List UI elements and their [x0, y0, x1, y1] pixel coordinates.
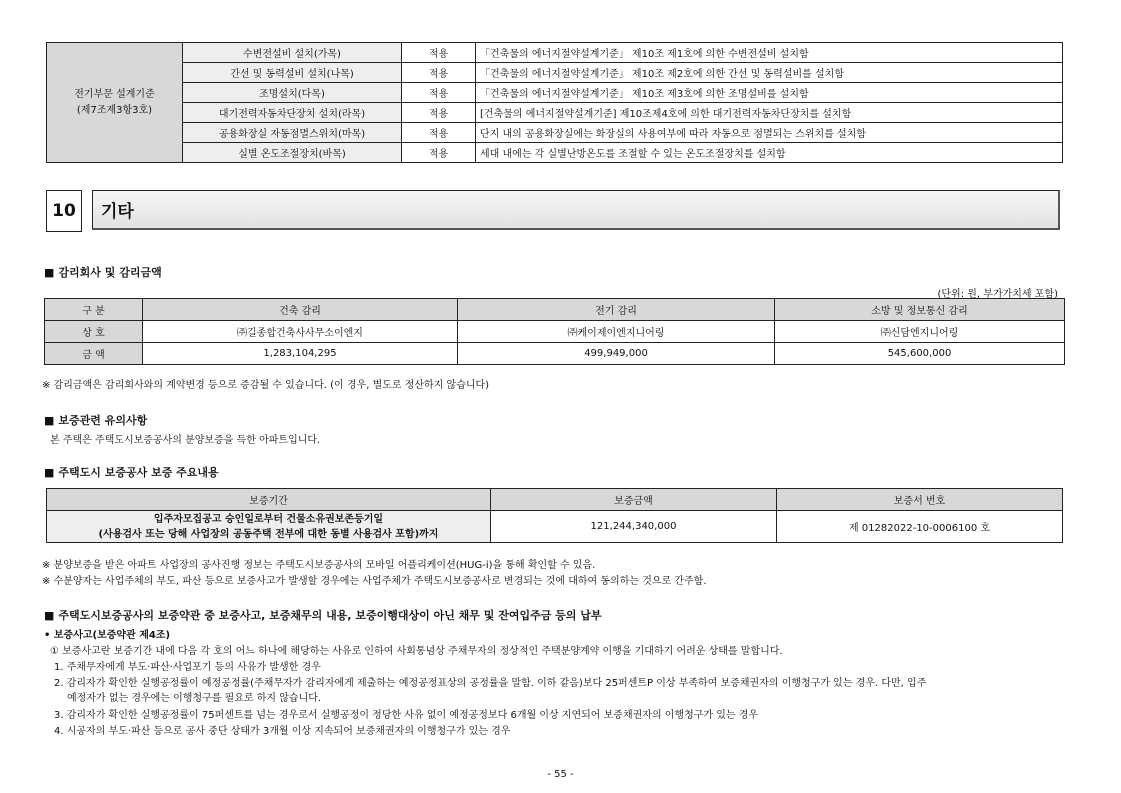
table-row [47, 511, 1063, 543]
table-cell: 545,600,000 [775, 343, 1065, 365]
table-row [47, 143, 1063, 163]
terms-heading [44, 607, 602, 623]
table-header-row [45, 299, 1065, 321]
table-row [45, 343, 1065, 365]
status-cell: 적용 [402, 103, 476, 123]
table-cell: ㈜케이제이엔지니어링 [458, 321, 775, 343]
table-row [47, 123, 1063, 143]
terms-line: ① 보증사고란 보증기간 내에 다음 각 호의 어느 하나에 해당하는 사유로 인하여 사회통념상 주채무자의 정상적인 주택분양계약 이행을 기대하기 어려운 상태를 말합니다. [50, 646, 783, 657]
detail-cell: 「건축물의 에너지절약설계기준」 제10조 제1호에 의한 수변전설비 설치함 [476, 43, 1063, 63]
heading-text: 주택도시 보증공사 보증 주요내용 [58, 466, 219, 479]
page-number: - 55 - [547, 769, 574, 780]
item-cell: 실별 온도조절장치(바목) [183, 143, 402, 163]
table-row [47, 83, 1063, 103]
square-bullet-icon: ■ [44, 609, 55, 622]
guarantee-notice-text: 본 주택은 주택도시보증공사의 분양보증을 득한 아파트입니다. [50, 435, 321, 446]
period-line: (사용검사 또는 당해 사업장의 공동주택 전부에 대한 동별 사용검사 포함)까지 [98, 528, 439, 540]
terms-line: 예정자가 없는 경우에는 이행청구를 필요로 하지 않습니다. [67, 693, 322, 704]
category-cell [47, 43, 183, 163]
period-cell [47, 511, 491, 543]
section-title: 기타 [92, 190, 1060, 230]
table-row [45, 321, 1065, 343]
column-header: 보증서 번호 [777, 489, 1063, 511]
table-row [47, 43, 1063, 63]
row-label: 금 액 [45, 343, 143, 365]
category-line: (제7조제3항3호) [76, 104, 153, 116]
terms-line: 2. 감리자가 확인한 실행공정률이 예정공정률(주채무자가 감리자에게 제출하는 예정공정표상의 공정률을 말함. 이하 같음)보다 25퍼센트P 이상 부족하여 보증채권자의 이행청구가 있는 경우. 다만, 입주 [54, 678, 927, 689]
table-row [47, 63, 1063, 83]
terms-subheading: • 보증사고(보증약관 제4조) [44, 630, 171, 641]
amount-cell: 121,244,340,000 [491, 511, 777, 543]
table-header-row [47, 489, 1063, 511]
status-cell: 적용 [402, 143, 476, 163]
status-cell: 적용 [402, 63, 476, 83]
heading-text: 보증관련 유의사항 [58, 414, 148, 427]
detail-cell: 세대 내에는 각 실별난방온도를 조절할 수 있는 온도조절장치를 설치함 [476, 143, 1063, 163]
supervision-table [44, 298, 1065, 365]
table-cell: ㈜신담엔지니어링 [775, 321, 1065, 343]
table-cell: 499,949,000 [458, 343, 775, 365]
square-bullet-icon: ■ [44, 466, 55, 479]
heading-text: 감리회사 및 감리금액 [58, 266, 162, 279]
column-header: 보증기간 [47, 489, 491, 511]
detail-cell: 「건축물의 에너지절약설계기준」 제10조 제2호에 의한 간선 및 동력설비를 설치함 [476, 63, 1063, 83]
supervision-heading [44, 264, 162, 280]
terms-line: 4. 시공자의 부도·파산 등으로 공사 중단 상태가 3개월 이상 지속되어 보증채권자의 이행청구가 있는 경우 [54, 726, 511, 737]
item-cell: 수변전설비 설치(가목) [183, 43, 402, 63]
category-line: 전기부문 설계기준 [74, 88, 155, 100]
row-label: 상 호 [45, 321, 143, 343]
supervision-footnote: ※ 감리금액은 감리회사와의 계약변경 등으로 증감될 수 있습니다. (이 경우, 별도로 정산하지 않습니다) [42, 380, 490, 391]
item-cell: 대기전력자동차단장치 설치(라목) [183, 103, 402, 123]
column-header: 건축 감리 [143, 299, 458, 321]
table-cell: 1,283,104,295 [143, 343, 458, 365]
section-header [46, 190, 1062, 234]
table-cell: ㈜길종합건축사사무소이엔지 [143, 321, 458, 343]
square-bullet-icon: ■ [44, 266, 55, 279]
heading-text: 주택도시보증공사의 보증약관 중 보증사고, 보증채무의 내용, 보증이행대상이 아닌 채무 및 잔여입주금 등의 납부 [58, 609, 602, 622]
square-bullet-icon: ■ [44, 414, 55, 427]
status-cell: 적용 [402, 43, 476, 63]
certificate-cell: 제 01282022-10-0006100 호 [777, 511, 1063, 543]
terms-line: 3. 감리자가 확인한 실행공정률이 75퍼센트를 넘는 경우로서 실행공정이 정당한 사유 없이 예정공정보다 6개월 이상 지연되어 보증채권자의 이행청구가 있는 경우 [54, 710, 759, 721]
column-header: 구 분 [45, 299, 143, 321]
column-header: 보증금액 [491, 489, 777, 511]
guarantee-note: ※ 수분양자는 사업주체의 부도, 파산 등으로 보증사고가 발생할 경우에는 사업주체가 주택도시보증공사로 변경되는 것에 대하여 동의하는 것으로 간주함. [42, 576, 707, 587]
electrical-design-table [46, 42, 1063, 163]
guarantee-note: ※ 분양보증을 받은 아파트 사업장의 공사진행 정보는 주택도시보증공사의 모바일 어플리케이션(HUG-i)을 통해 확인할 수 있음. [42, 560, 596, 571]
guarantee-main-heading [44, 464, 219, 480]
status-cell: 적용 [402, 123, 476, 143]
status-cell: 적용 [402, 83, 476, 103]
period-line: 입주자모집공고 승인일로부터 건물소유권보존등기일 [153, 513, 384, 525]
column-header: 전기 감리 [458, 299, 775, 321]
detail-cell: 단지 내의 공용화장실에는 화장실의 사용여부에 따라 자동으로 점멸되는 스위치를 설치함 [476, 123, 1063, 143]
item-cell: 조명설치(다목) [183, 83, 402, 103]
unit-note: (단위: 원, 부가가치세 포함) [937, 289, 1058, 300]
column-header: 소방 및 정보통신 감리 [775, 299, 1065, 321]
guarantee-notice-heading [44, 412, 147, 428]
detail-cell: 「건축물의 에너지절약설계기준」 제10조 제3호에 의한 조명설비를 설치함 [476, 83, 1063, 103]
item-cell: 간선 및 동력설비 설치(나목) [183, 63, 402, 83]
section-number: 10 [46, 190, 82, 232]
table-row [47, 103, 1063, 123]
guarantee-table [46, 488, 1063, 543]
terms-line: 1. 주채무자에게 부도·파산·사업포기 등의 사유가 발생한 경우 [54, 662, 321, 673]
item-cell: 공용화장실 자동점멸스위치(마목) [183, 123, 402, 143]
detail-cell: [건축물의 에너지절약설계기준] 제10조제4호에 의한 대기전력자동차단장치를 설치함 [476, 103, 1063, 123]
